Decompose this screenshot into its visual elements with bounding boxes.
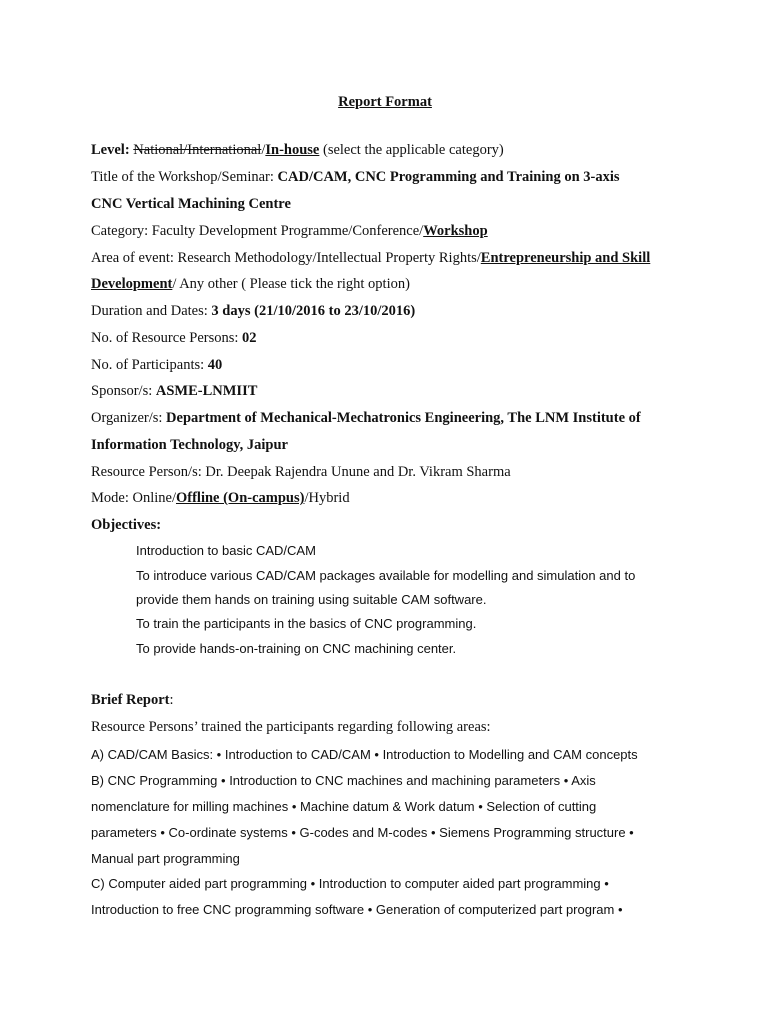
- brief-report-line: B) CNC Programming • Introduction to CNC machines and machining parameters • Axis: [91, 773, 596, 788]
- participants-value: 40: [207, 357, 223, 373]
- area-line-2: [91, 275, 691, 293]
- area-rest: / Any other ( Please tick the right option): [172, 276, 410, 292]
- workshop-title-label: Title of the Workshop/Seminar:: [91, 169, 278, 185]
- brief-report-heading: [91, 691, 691, 709]
- objective-item: To train the participants in the basics of CNC programming.: [136, 616, 477, 631]
- objectives-heading-text: Objectives:: [91, 517, 162, 533]
- resource-persons-line: Resource Person/s: Dr. Deepak Rajendra Unune and Dr. Vikram Sharma: [91, 464, 511, 480]
- category-label: Category: Faculty Development Programme/Conference/: [91, 223, 424, 239]
- resource-count-line: [91, 329, 691, 347]
- duration-line: [91, 302, 691, 320]
- level-struck-option: National/International: [133, 142, 262, 158]
- level-line: [91, 141, 691, 159]
- brief-report-line: parameters • Co-ordinate systems • G-codes and M-codes • Siemens Programming structure •: [91, 825, 634, 840]
- area-selected: Entrepreneurship and Skill: [480, 250, 651, 266]
- mode-line: [91, 489, 691, 507]
- mode-label: Mode: Online/: [91, 490, 176, 506]
- objective-item: Introduction to basic CAD/CAM: [136, 543, 316, 558]
- brief-report-line: A) CAD/CAM Basics: • Introduction to CAD/CAM • Introduction to Modelling and CAM concepts: [91, 747, 638, 762]
- organizer-line-2: [91, 436, 691, 454]
- category-line: [91, 222, 691, 240]
- organizer-label: Organizer/s:: [91, 410, 167, 426]
- brief-report-line: Manual part programming: [91, 851, 240, 866]
- mode-selected: Offline (On-campus): [175, 490, 305, 506]
- level-note: (select the applicable category): [319, 142, 504, 158]
- organizer-line: [91, 409, 691, 427]
- objective-item: To introduce various CAD/CAM packages available for modelling and simulation and to: [136, 568, 636, 583]
- workshop-title-value: CAD/CAM, CNC Programming and Training on 3-axis: [277, 169, 620, 185]
- organizer-value-cont: Information Technology, Jaipur: [91, 437, 288, 453]
- sponsor-label: Sponsor/s:: [91, 383, 156, 399]
- duration-label: Duration and Dates:: [91, 303, 212, 319]
- brief-report-heading-text: Brief Report: [91, 692, 170, 708]
- workshop-title-line: [91, 168, 691, 186]
- brief-report-intro: Resource Persons’ trained the participants regarding following areas:: [91, 719, 491, 735]
- brief-report-colon: :: [169, 692, 174, 708]
- mode-rest: /Hybrid: [304, 490, 350, 506]
- resource-count-value: 02: [242, 330, 257, 346]
- objective-item: To provide hands-on-training on CNC machining center.: [136, 641, 457, 656]
- resource-count-label: No. of Resource Persons:: [91, 330, 243, 346]
- level-selected-option: In-house: [265, 142, 320, 158]
- category-selected: Workshop: [423, 223, 488, 239]
- workshop-title-line-2: [91, 195, 691, 213]
- brief-report-line: Introduction to free CNC programming software • Generation of computerized part program •: [91, 902, 623, 917]
- level-separator: /: [261, 142, 266, 158]
- objectives-heading: [91, 516, 691, 534]
- organizer-value: Department of Mechanical-Mechatronics Engineering, The LNM Institute of: [166, 410, 641, 426]
- duration-value: 3 days (21/10/2016 to 23/10/2016): [211, 303, 416, 319]
- level-label: Level:: [91, 142, 130, 158]
- sponsor-line: [91, 382, 691, 400]
- brief-report-line: nomenclature for milling machines • Machine datum & Work datum • Selection of cutting: [91, 799, 597, 814]
- workshop-title-value-cont: CNC Vertical Machining Centre: [91, 196, 291, 212]
- area-line: [91, 249, 691, 267]
- sponsor-value: ASME-LNMIIT: [155, 383, 258, 399]
- objective-item: provide them hands on training using suitable CAM software.: [136, 592, 487, 607]
- participants-line: [91, 356, 691, 374]
- area-selected-cont: Development: [91, 276, 173, 292]
- area-label: Area of event: Research Methodology/Intellectual Property Rights/: [91, 250, 481, 266]
- participants-label: No. of Participants:: [91, 357, 208, 373]
- brief-report-line: C) Computer aided part programming • Introduction to computer aided part programming •: [91, 876, 609, 891]
- page-title: Report Format: [338, 94, 432, 110]
